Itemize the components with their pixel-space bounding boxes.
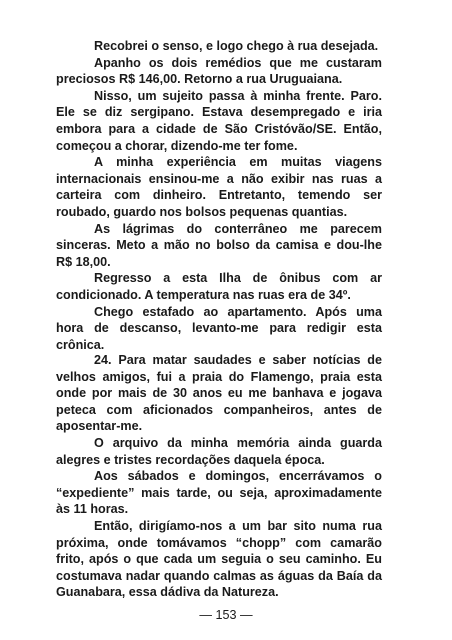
paragraph: Então, dirigíamo-nos a um bar sito numa rua próxima, onde tomávamos “chopp” com camarão frito, após o que cada um seguia o seu caminho. Eu costumava nadar quando calmas as águas da Baía da Guanabara, essa dádiva da Natureza. <box>56 518 382 600</box>
page-number: — 153 — <box>199 608 253 622</box>
paragraph: Chego estafado ao apartamento. Após uma hora de descanso, levanto-me para redigir esta crônica. <box>56 304 382 352</box>
paragraph: Nisso, um sujeito passa à minha frente. Paro. Ele se diz sergipano. Estava desempregado e iria embora para a cidade de São Cristóvão/SE. Então, começou a chorar, dizendo-me ter fome. <box>56 88 382 153</box>
paragraph: As lágrimas do conterrâneo me parecem sinceras. Meto a mão no bolso da camisa e dou-lhe R$ 18,00. <box>56 221 382 269</box>
paragraph: 24. Para matar saudades e saber notícias de velhos amigos, fui a praia do Flamengo, praia esta onde por mais de 30 anos eu me banhava e jogava peteca com aficionados companheiros, antes de aposentar-me. <box>56 353 382 434</box>
paragraph: A minha experiência em muitas viagens internacionais ensinou-me a não exibir nas ruas a carteira com dinheiro. Entretanto, temendo ser roubado, guardo nos bolsos pequenas quantias. <box>56 155 382 219</box>
paragraph: Aos sábados e domingos, encerrávamos o “expediente” mais tarde, ou seja, aproximadamente às 11 horas. <box>56 469 382 517</box>
text-block-section-24 <box>56 352 382 601</box>
paragraph: Apanho os dois remédios que me custaram preciosos R$ 146,00. Retorno a rua Uruguaiana. <box>56 55 382 87</box>
paragraph: Regresso a esta Ilha de ônibus com ar condicionado. A temperatura nas ruas era de 34º. <box>56 271 382 302</box>
paragraph: O arquivo da minha memória ainda guarda alegres e tristes recordações daquela época. <box>56 435 382 467</box>
text-block-chronicle-end <box>56 38 382 353</box>
paragraph: Recobrei o senso, e logo chego à rua desejada. <box>94 39 379 53</box>
